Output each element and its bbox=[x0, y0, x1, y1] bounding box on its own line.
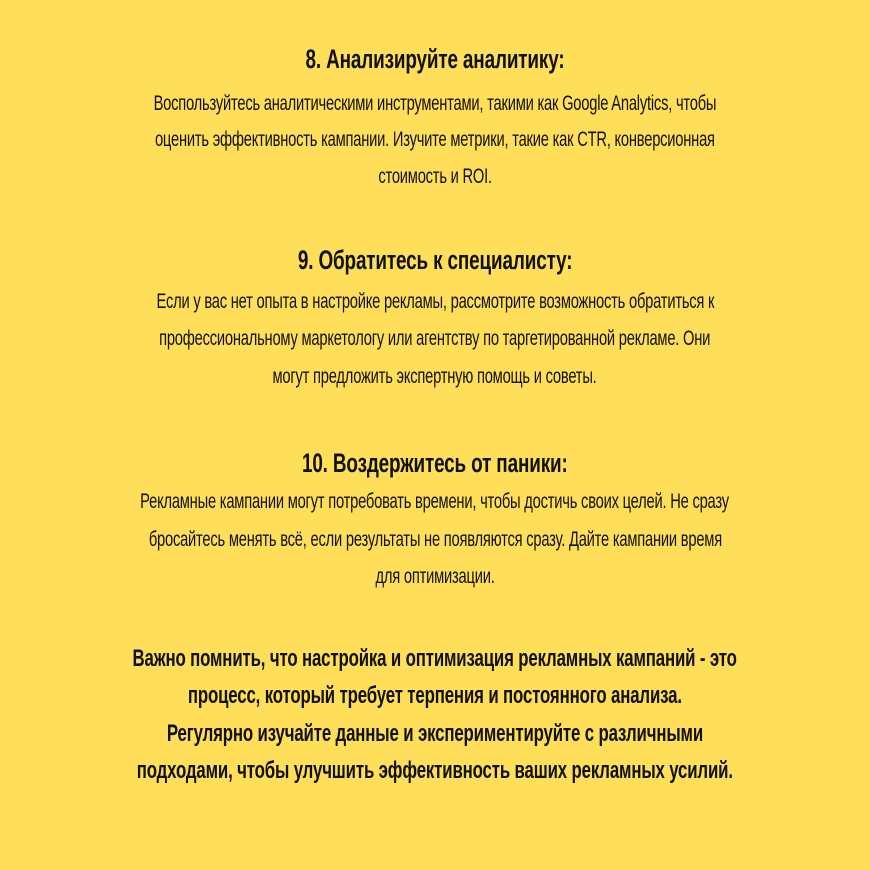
summary-line-2 bbox=[0, 684, 870, 708]
section-8-body-text-3: стоимость и ROI. bbox=[378, 165, 492, 188]
section-10-heading-text: 10. Воздержитесь от паники: bbox=[302, 448, 568, 478]
section-8-heading bbox=[0, 46, 870, 73]
section-8-body-text-2: оценить эффективность кампании. Изучите метрики, такие как CTR, конверсионная bbox=[155, 128, 715, 151]
section-10-body-line-2 bbox=[0, 529, 870, 550]
summary-text-4: подходами, чтобы улучшить эффективность ваших рекламных усилий. bbox=[136, 757, 734, 784]
section-10-body-text-2: бросайтесь менять всё, если результаты не появляются сразу. Дайте кампании время bbox=[148, 528, 722, 551]
section-9-body-line-2 bbox=[0, 328, 870, 349]
section-10-heading bbox=[0, 450, 870, 477]
section-8-body-line-1 bbox=[0, 93, 870, 114]
section-9-body-text-3: могут предложить экспертную помощь и советы. bbox=[272, 365, 598, 388]
section-10-body-line-1 bbox=[0, 491, 870, 512]
summary-line-3 bbox=[0, 722, 870, 746]
section-8-body-line-2 bbox=[0, 129, 870, 150]
summary-line-1 bbox=[0, 647, 870, 671]
section-8-body-line-3 bbox=[0, 166, 870, 187]
section-9-body-text-1: Если у вас нет опыта в настройке рекламы, рассмотрите возможность обратиться к bbox=[156, 290, 714, 313]
summary-text-1: Важно помнить, что настройка и оптимизация рекламных кампаний - это bbox=[132, 645, 738, 672]
section-8-body-text-1: Воспользуйтесь аналитическими инструментами, такими как Google Analytics, чтобы bbox=[153, 92, 717, 115]
section-9-heading-text: 9. Обратитесь к специалисту: bbox=[297, 245, 573, 275]
summary-text-2: процесс, который требует терпения и постоянного анализа. bbox=[187, 682, 683, 709]
summary-text-3: Регулярно изучайте данные и экспериментируйте с различными bbox=[166, 720, 704, 747]
section-10-body-text-3: для оптимизации. bbox=[375, 565, 495, 588]
section-9-body-text-2: профессиональному маркетологу или агентству по таргетированной рекламе. Они bbox=[159, 327, 711, 350]
section-9-body-line-1 bbox=[0, 291, 870, 312]
section-10-body-text-1: Рекламные кампании могут потребовать времени, чтобы достичь своих целей. Не сразу bbox=[140, 490, 730, 513]
section-9-body-line-3 bbox=[0, 366, 870, 387]
section-9-heading bbox=[0, 247, 870, 274]
section-8-heading-text: 8. Анализируйте аналитику: bbox=[305, 44, 565, 74]
summary-line-4 bbox=[0, 759, 870, 783]
section-10-body-line-3 bbox=[0, 566, 870, 587]
